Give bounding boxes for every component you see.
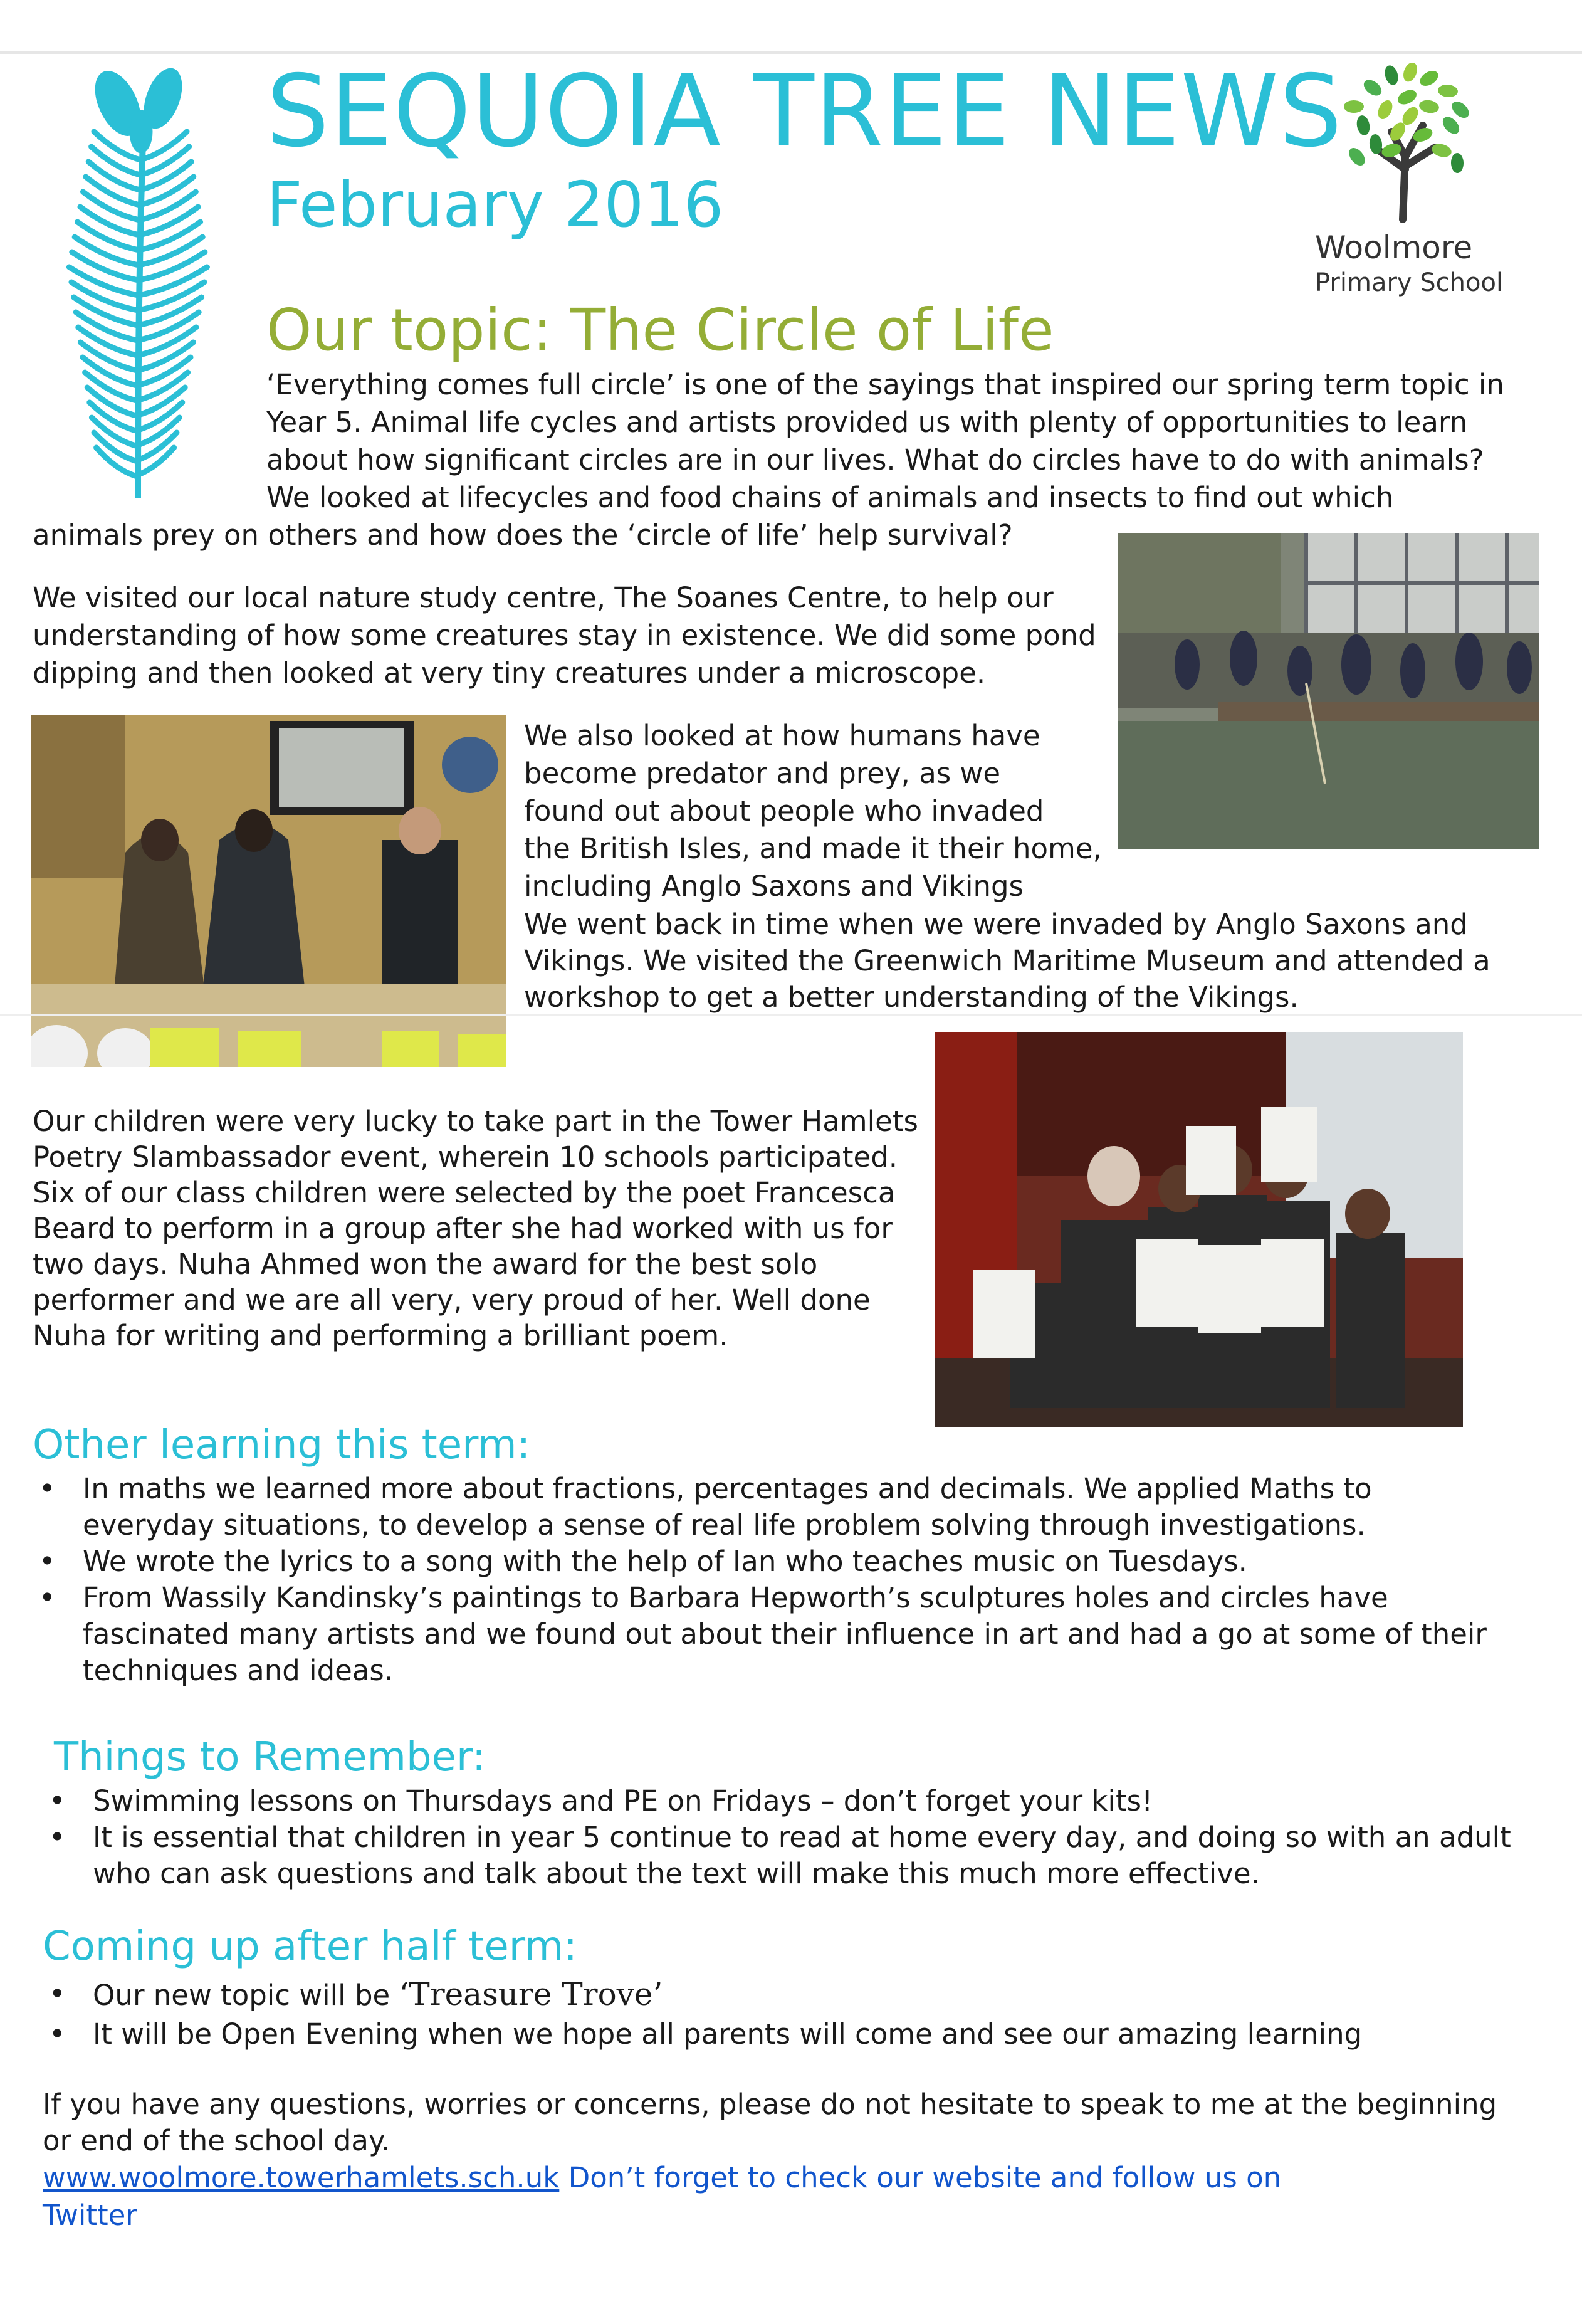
coming-up-list — [41, 1976, 1571, 2053]
logo-leaf — [1361, 76, 1385, 98]
poetry-line: two days. Nuha Ahmed won the award for the best solo — [33, 1248, 818, 1281]
poetry-line: Beard to perform in a group after she had worked with us for — [33, 1212, 893, 1245]
intro-line: We looked at lifecycles and food chains of animals and insects to find out which — [266, 481, 1394, 514]
list-item — [41, 1783, 1571, 1819]
remember-list — [41, 1783, 1571, 1892]
website-paragraph — [43, 2159, 1572, 2234]
invaders-paragraph — [524, 717, 1558, 905]
logo-leaf — [1440, 113, 1462, 137]
newsletter-title: SEQUOIA TREE NEWS — [266, 54, 1343, 169]
topic-intro — [266, 366, 1570, 517]
list-item-line: everyday situations, to develop a sense of real life problem solving through investigations. — [83, 1508, 1366, 1542]
school-name: Woolmore — [1315, 229, 1473, 266]
tree-logo-icon — [1329, 63, 1485, 226]
website-line — [43, 2159, 1572, 2197]
soanes-line: We visited our local nature study centre, The Soanes Centre, to help our — [33, 581, 1054, 614]
remember-heading: Things to Remember: — [54, 1734, 486, 1780]
treasure-trove-topic: ‘Treasure Trove’ — [399, 1976, 663, 2012]
questions-line: If you have any questions, worries or concerns, please do not hesitate to speak to me at the beginning — [43, 2088, 1497, 2121]
logo-leaf — [1437, 84, 1459, 98]
list-item — [31, 1580, 1561, 1689]
vikings-paragraph — [524, 907, 1558, 1016]
list-item — [31, 1471, 1561, 1543]
other-learning-heading: Other learning this term: — [33, 1422, 531, 1468]
poetry-line: Six of our class children were selected by the poet Francesca — [33, 1176, 896, 1209]
list-item-line: techniques and ideas. — [83, 1654, 394, 1687]
logo-leaf — [1395, 87, 1419, 107]
poetry-line: Our children were very lucky to take part in the Tower Hamlets — [33, 1105, 918, 1138]
vikings-line: Vikings. We visited the Greenwich Maritime Museum and attended a — [524, 944, 1490, 977]
intro-line: ‘Everything comes full circle’ is one of the sayings that inspired our spring term topic in — [266, 368, 1504, 401]
intro-line: Year 5. Animal life cycles and artists provided us with plenty of opportunities to learn — [266, 406, 1468, 439]
poetry-line: Nuha for writing and performing a brilliant poem. — [33, 1319, 728, 1352]
questions-line: or end of the school day. — [43, 2124, 390, 2157]
soanes-line: understanding of how some creatures stay in existence. We did some pond — [33, 619, 1096, 652]
logo-leaf — [1448, 98, 1472, 121]
list-item — [41, 1976, 1571, 2014]
soanes-paragraph — [33, 579, 1098, 692]
topic-intro-last — [33, 517, 1098, 554]
vikings-line: We went back in time when we were invaded by Anglo Saxons and — [524, 908, 1468, 941]
list-item-text: It will be Open Evening when we hope all parents will come and see our amazing learning — [93, 2017, 1363, 2051]
fern-leaf-icon — [44, 66, 232, 505]
list-item-line: • In maths we learned more about fractions, percentages and decimals. We applied Maths to — [83, 1472, 1372, 1505]
topic-heading: Our topic: The Circle of Life — [266, 297, 1054, 364]
poetry-line: performer and we are all very, very proud of her. Well done — [33, 1283, 871, 1317]
website-note: Don’t forget to check our website and follow us on — [559, 2161, 1282, 2194]
intro-line: about how significant circles are in our lives. What do circles have to do with animals? — [266, 443, 1484, 476]
list-item — [41, 2016, 1571, 2053]
website-link[interactable]: www.woolmore.towerhamlets.sch.uk — [43, 2161, 560, 2194]
list-item-line: fascinated many artists and we found out about their influence in art and had a go at some of their — [83, 1617, 1487, 1651]
newsletter-date: February 2016 — [266, 168, 724, 241]
invaders-line: become predator and prey, as we — [524, 757, 1001, 790]
logo-leaf — [1417, 68, 1441, 89]
questions-paragraph — [43, 2086, 1572, 2159]
logo-leaf — [1355, 114, 1371, 136]
other-learning-list — [31, 1471, 1561, 1689]
logo-leaf — [1375, 98, 1395, 122]
list-item-text: Our new topic will be — [93, 1979, 399, 2012]
poetry-paragraph — [33, 1103, 923, 1354]
invaders-line: found out about people who invaded — [524, 794, 1044, 828]
logo-leaf — [1418, 98, 1440, 114]
list-item-line: • It is essential that children in year 5 continue to read at home every day, and doing so with an adult — [93, 1821, 1511, 1854]
poetry-line: Poetry Slambassador event, wherein 10 schools participated. — [33, 1140, 898, 1174]
twitter-note: Twitter — [43, 2199, 137, 2232]
list-item — [41, 1819, 1571, 1892]
list-item-line: who can ask questions and talk about the text will make this much more effective. — [93, 1857, 1260, 1890]
list-item-line: • From Wassily Kandinsky’s paintings to Barbara Hepworth’s sculptures holes and circles have — [83, 1581, 1388, 1614]
list-item-line: • Swimming lessons on Thursdays and PE on Fridays – don’t forget your kits! — [93, 1784, 1153, 1817]
logo-leaf — [1451, 153, 1464, 173]
intro-line: animals prey on others and how does the ‘circle of life’ help survival? — [33, 518, 1013, 552]
list-item — [31, 1543, 1561, 1580]
invaders-line: We also looked at how humans have — [524, 719, 1040, 752]
logo-leaf — [1383, 64, 1400, 87]
logo-leaf — [1346, 145, 1368, 169]
invaders-line: the British Isles, and made it their home, — [524, 832, 1102, 865]
page-break-line — [0, 1014, 1582, 1016]
coming-up-heading: Coming up after half term: — [43, 1923, 577, 1970]
vikings-line: workshop to get a better understanding of the Vikings. — [524, 981, 1299, 1014]
soanes-line: dipping and then looked at very tiny creatures under a microscope. — [33, 656, 986, 690]
school-type: Primary School — [1315, 268, 1504, 297]
poetry-slam-photo — [935, 1032, 1463, 1427]
list-item-line: • We wrote the lyrics to a song with the help of Ian who teaches music on Tuesdays. — [83, 1545, 1247, 1578]
logo-leaf — [1401, 63, 1420, 84]
logo-leaf — [1344, 100, 1364, 113]
invaders-line: including Anglo Saxons and Vikings — [524, 870, 1024, 903]
